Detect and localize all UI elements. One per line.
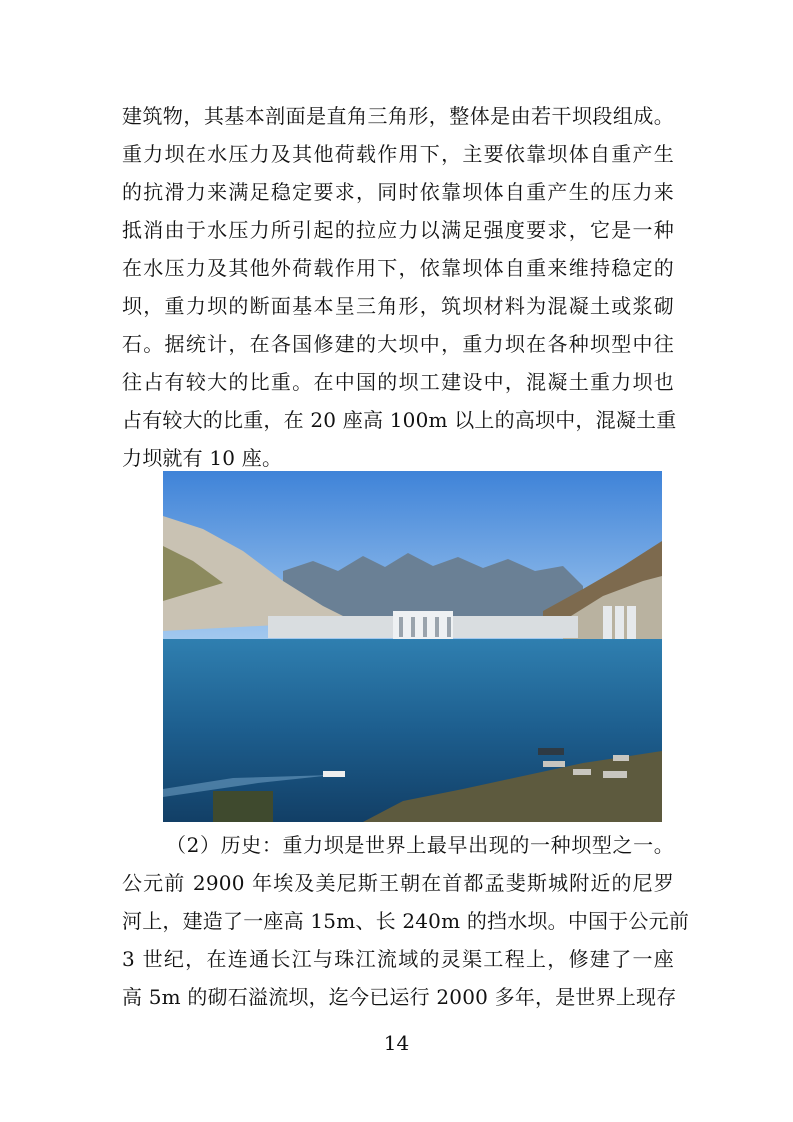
foreground-trees: [213, 791, 273, 822]
text-line: （2）历史：重力坝是世界上最早出现的一种坝型之一。: [166, 833, 674, 857]
text-line: 的抗滑力来满足稳定要求，同时依靠坝体自重产生的压力来: [122, 180, 674, 204]
text-line: 重力坝在水压力及其他荷载作用下，主要依靠坝体自重产生: [122, 142, 674, 166]
text-line: 往占有较大的比重。在中国的坝工建设中，混凝土重力坝也: [122, 370, 674, 394]
text-line: 占有较大的比重，在 20 座高 100m 以上的高坝中，混凝土重: [122, 408, 677, 432]
page-number: 14: [383, 1031, 410, 1055]
text-line: 3 世纪，在连通长江与珠江流域的灵渠工程上，修建了一座: [122, 947, 674, 971]
text-line: 公元前 2900 年埃及美尼斯王朝在首都孟斐斯城附近的尼罗: [122, 871, 674, 895]
text-line: 建筑物，其基本剖面是直角三角形，整体是由若干坝段组成。: [122, 104, 674, 128]
speedboat: [323, 771, 345, 777]
paragraph-gravity-dam-definition: [122, 97, 677, 477]
text-line: 在水压力及其他外荷载作用下，依靠坝体自重来维持稳定的: [122, 256, 674, 280]
text-line: 抵消由于水压力所引起的拉应力以满足强度要求，它是一种: [122, 218, 674, 242]
text-line: 高 5m 的砌石溢流坝，迄今已运行 2000 多年，是世界上现存: [122, 985, 677, 1009]
paragraph-history: [122, 826, 690, 1016]
text-line: 河上，建造了一座高 15m、长 240m 的挡水坝。中国于公元前: [122, 909, 690, 933]
text-line: 石。据统计，在各国修建的大坝中，重力坝在各种坝型中往: [122, 332, 674, 356]
text-line: 力坝就有 10 座。: [122, 446, 283, 470]
dam-reservoir-photo: [163, 471, 662, 822]
text-line: 坝，重力坝的断面基本呈三角形，筑坝材料为混凝土或浆砌: [122, 294, 674, 318]
